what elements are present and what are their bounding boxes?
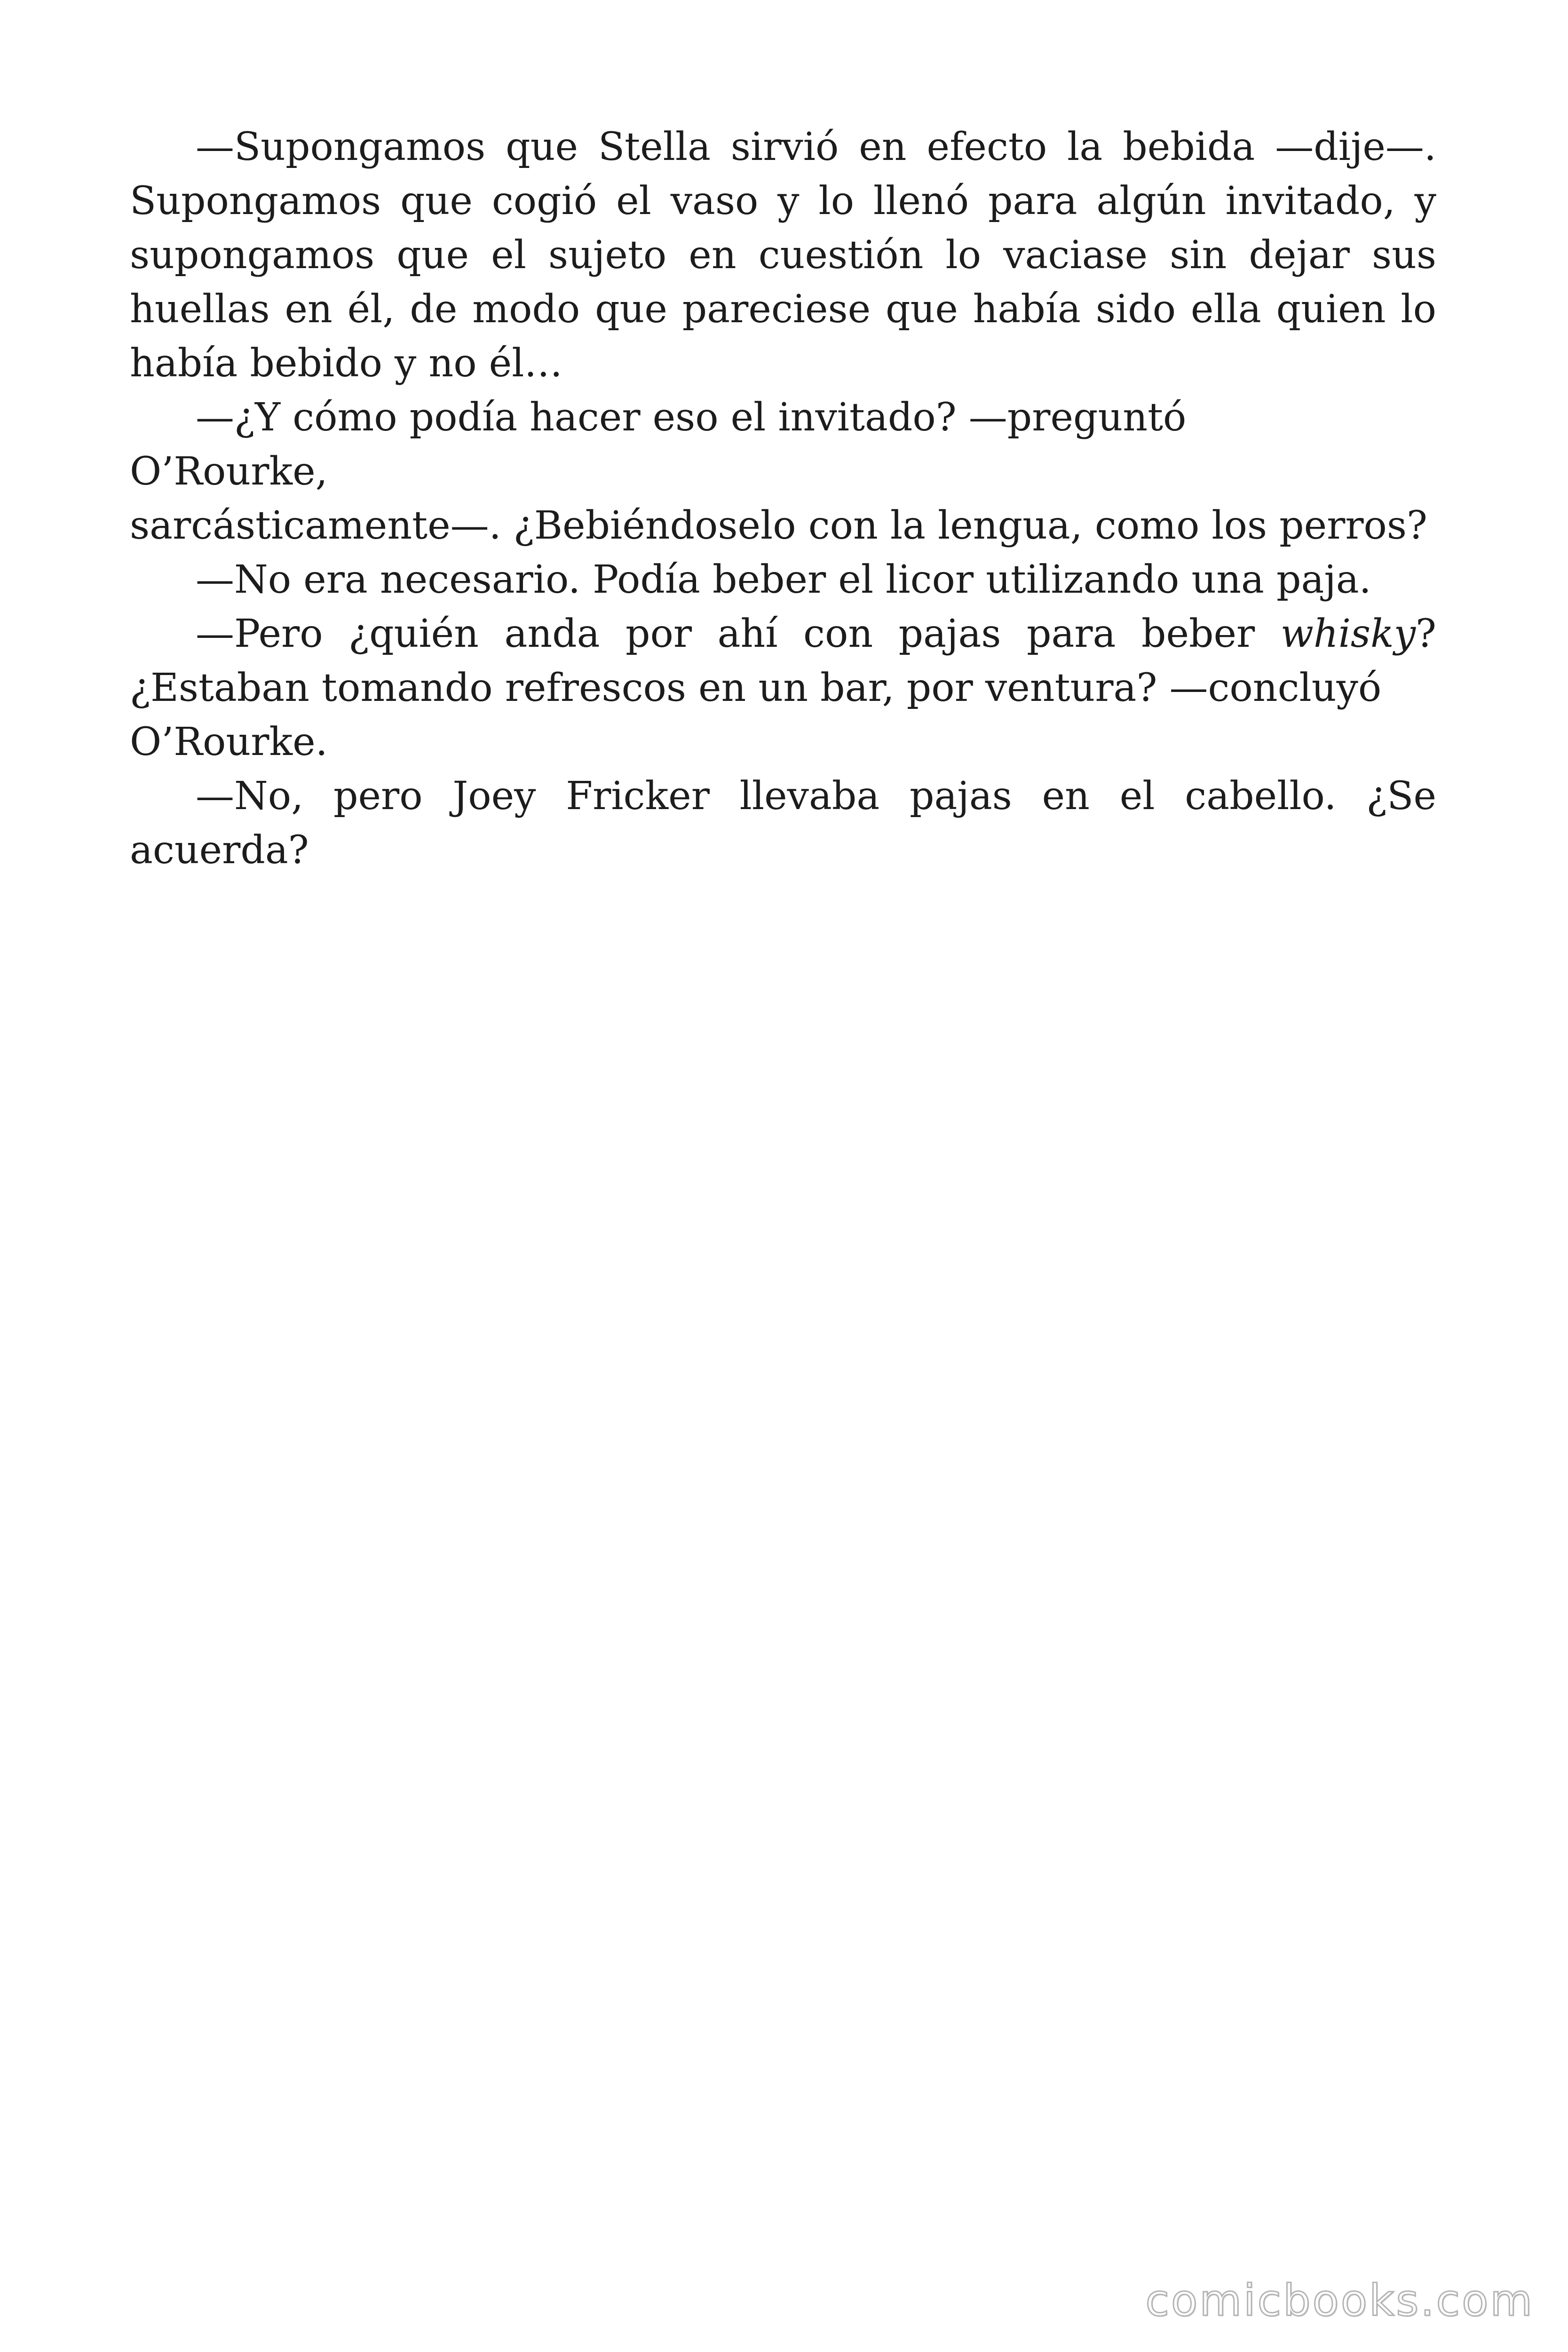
paragraph-4-line-2: ¿Estaban tomando refrescos en un bar, por ventura? —concluyó xyxy=(130,666,1382,710)
paragraph-4-line-1-end: ? xyxy=(1416,612,1436,656)
paragraph-4 xyxy=(130,607,1436,769)
paragraph-4-italic-word: whisky xyxy=(1280,612,1416,656)
body-text xyxy=(130,120,1436,877)
watermark-logo: comicbooks.com xyxy=(1145,2275,1534,2326)
paragraph-2-line-1: —¿Y cómo podía hacer eso el invitado? —preguntó xyxy=(196,395,1187,440)
paragraph-4-line-1-text: —Pero ¿quién anda por ahí con pajas para beber xyxy=(196,612,1281,656)
paragraph-4-line-3: O’Rourke. xyxy=(130,720,328,764)
paragraph-5: —No, pero Joey Fricker llevaba pajas en el cabello. ¿Se acuerda? xyxy=(130,774,1436,873)
paragraph-2 xyxy=(130,390,1436,553)
paragraph-3: —No era necesario. Podía beber el licor utilizando una paja. xyxy=(196,557,1371,602)
paragraph-2-line-3: sarcásticamente—. ¿Bebiéndoselo con la lengua, como los perros? xyxy=(130,503,1427,548)
paragraph-4-line-1 xyxy=(130,607,1436,661)
paragraph-2-line-2: O’Rourke, xyxy=(130,449,328,494)
paragraph-1: —Supongamos que Stella sirvió en efecto la bebida —dije—. Supongamos que cogió el vaso y lo llenó para algún invitado, y supongamos que el sujeto en cuestión lo vaciase sin dejar sus huellas en él, de modo que pareciese que había sido ella quien lo había bebido y no él… xyxy=(130,125,1436,386)
